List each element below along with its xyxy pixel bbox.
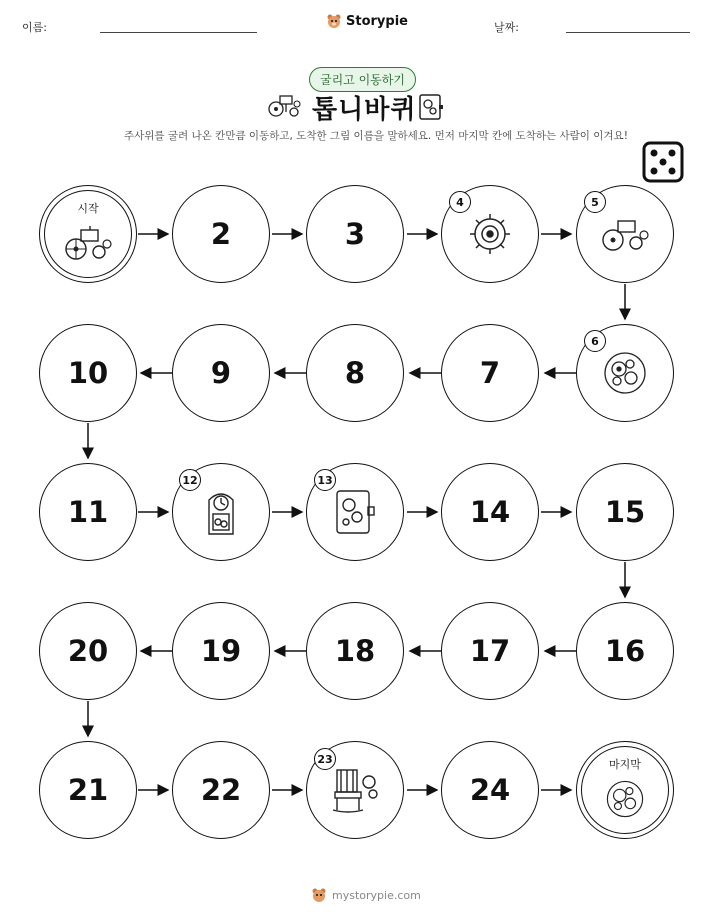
space-number: 22 [200, 773, 242, 807]
space-number: 20 [67, 634, 109, 668]
brand-name: Storypie [346, 13, 408, 29]
steam-cart-icon [63, 224, 113, 262]
date-label: 날짜: [494, 21, 519, 34]
space-badge: 5 [584, 191, 606, 213]
footer-url[interactable]: mystorypie.com [332, 888, 421, 902]
space-number: 8 [344, 356, 366, 390]
board-space-20[interactable] [39, 602, 137, 700]
space-badge: 23 [314, 748, 336, 770]
space-number: 7 [479, 356, 501, 390]
space-number: 18 [334, 634, 376, 668]
board-space-24[interactable] [441, 741, 539, 839]
space-badge: 12 [179, 469, 201, 491]
space-badge: 13 [314, 469, 336, 491]
board-space-17[interactable] [441, 602, 539, 700]
board-space-7[interactable] [441, 324, 539, 422]
space-number: 2 [210, 217, 232, 251]
bear-mascot-icon [311, 887, 327, 903]
clockwork-icon [600, 348, 650, 398]
space-number: 14 [469, 495, 511, 529]
board-space-finish[interactable] [576, 741, 674, 839]
page-title: 톱니바퀴 [312, 95, 417, 125]
space-number: 17 [469, 634, 511, 668]
space-number: 15 [604, 495, 646, 529]
board-space-8[interactable] [306, 324, 404, 422]
instructions: 주사위를 굴려 나온 칸만큼 이동하고, 도착한 그림 이름을 말하세요. 먼저 마지막 칸에 도착하는 사람이 이겨요! [124, 130, 628, 142]
clockwork-icon [603, 777, 647, 821]
board-space-11[interactable] [39, 463, 137, 561]
space-badge: 6 [584, 330, 606, 352]
name-label: 이름: [22, 21, 47, 34]
gear-icon [466, 210, 514, 258]
finish-label: 마지막 [609, 758, 641, 771]
steam-cart-icon [599, 215, 651, 253]
board-space-21[interactable] [39, 741, 137, 839]
board-space-22[interactable] [172, 741, 270, 839]
footer [311, 887, 421, 903]
board-space-9[interactable] [172, 324, 270, 422]
board-space-start[interactable] [39, 185, 137, 283]
space-number: 9 [210, 356, 232, 390]
board-space-2[interactable] [172, 185, 270, 283]
mechanical-chair-icon [329, 766, 381, 814]
board-space-14[interactable] [441, 463, 539, 561]
grandfather-clock-icon [203, 486, 239, 538]
board-space-15[interactable] [576, 463, 674, 561]
board-space-19[interactable] [172, 602, 270, 700]
space-number: 21 [67, 773, 109, 807]
space-badge: 4 [449, 191, 471, 213]
activity-tag: 굴리고 이동하기 [309, 67, 416, 92]
board-space-10[interactable] [39, 324, 137, 422]
space-number: 10 [67, 356, 109, 390]
space-number: 19 [200, 634, 242, 668]
start-label: 시작 [77, 202, 99, 215]
board-space-16[interactable] [576, 602, 674, 700]
board-space-3[interactable] [306, 185, 404, 283]
space-number: 3 [344, 217, 366, 251]
gear-notebook-icon [332, 487, 378, 537]
board-space-18[interactable] [306, 602, 404, 700]
space-number: 16 [604, 634, 646, 668]
space-number: 11 [67, 495, 109, 529]
space-number: 24 [469, 773, 511, 807]
